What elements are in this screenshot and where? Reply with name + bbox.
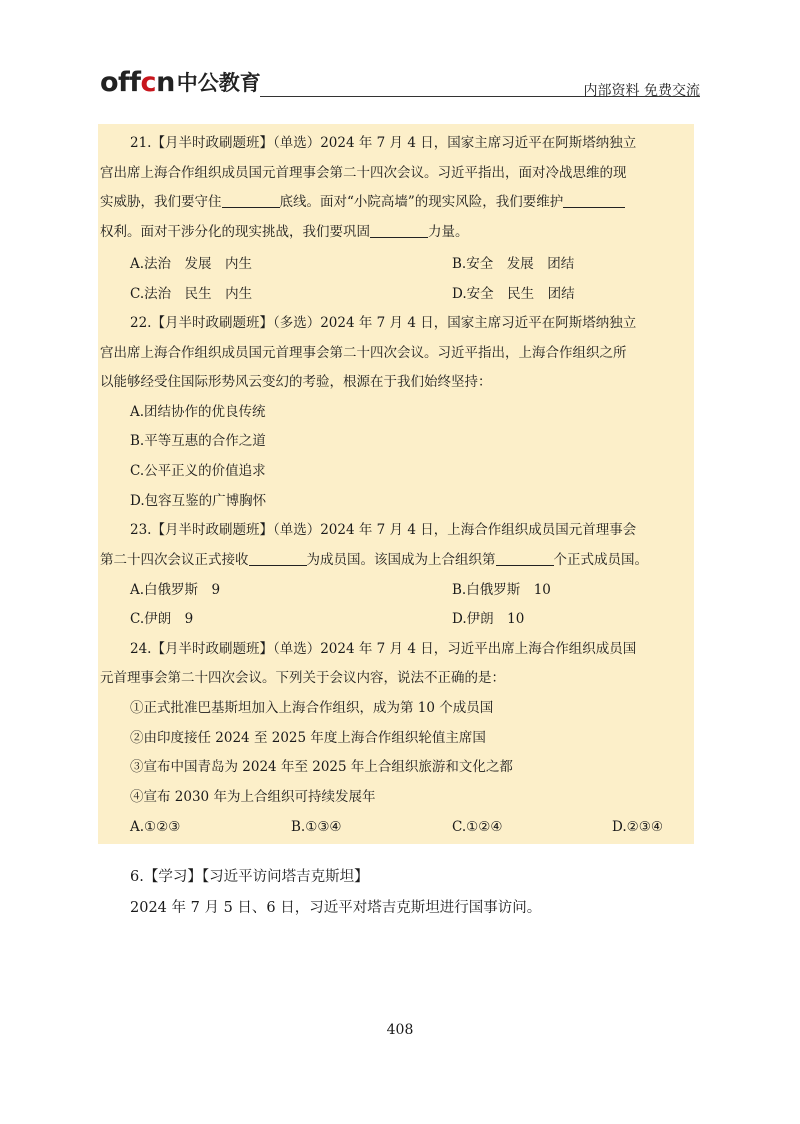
q22-option-d[interactable]: D.包容互鉴的广博胸怀: [130, 493, 267, 509]
logo-chinese-name: 中公教育: [176, 71, 261, 95]
section-body: 2024 年 7 月 5 日、6 日，习近平对塔吉克斯坦进行国事访问。: [130, 900, 542, 916]
q21-option-b[interactable]: B.安全 发展 团结: [452, 256, 575, 272]
q21-line-4: 权利。面对干涉分化的现实挑战，我们要巩固 力量。: [100, 224, 469, 240]
answer-blank: [222, 192, 280, 208]
q22-line-1: 22.【月半时政刷题班】（多选）2024 年 7 月 4 日，国家主席习近平在阿斯塔纳独立: [130, 315, 637, 331]
q22-option-c[interactable]: C.公平正义的价值追求: [130, 463, 266, 479]
section-heading: 6.【学习】【习近平访问塔吉克斯坦】: [130, 869, 369, 885]
q21-options-row-1: [100, 250, 700, 280]
q22-line-3: 以能够经受住国际形势风云变幻的考验，根源在于我们始终坚持：: [100, 374, 492, 390]
q24-option-d[interactable]: D.②③④: [612, 819, 663, 835]
q24-line-2: 元首理事会第二十四次会议。下列关于会议内容，说法不正确的是：: [100, 670, 505, 686]
q24-statement-3: ③宣布中国青岛为 2024 年至 2025 年上合组织旅游和文化之都: [130, 759, 513, 775]
q23-line-1: 23.【月半时政刷题班】（单选）2024 年 7 月 4 日，上海合作组织成员国元首理事会: [130, 522, 637, 538]
q21-options-row-2: [100, 280, 700, 310]
q23-options-row-1: [100, 576, 700, 606]
q22-option-a[interactable]: A.团结协作的优良传统: [130, 404, 266, 420]
page-number: 408: [386, 1022, 414, 1038]
offcn-logo: [100, 64, 261, 98]
q24-option-b[interactable]: B.①③④: [291, 819, 342, 835]
answer-blank: [249, 550, 307, 566]
q21-line-2: 宫出席上海合作组织成员国元首理事会第二十四次会议。习近平指出，面对冷战思维的现: [100, 165, 627, 181]
q23-line-2: 第二十四次会议正式接收 为成员国。该国成为上合组织第 个正式成员国。: [100, 552, 648, 568]
q24-options-row: [100, 813, 700, 843]
q24-line-1: 24.【月半时政刷题班】（单选）2024 年 7 月 4 日，习近平出席上海合作组织成员国: [130, 641, 637, 657]
q22-option-b[interactable]: B.平等互惠的合作之道: [130, 433, 266, 449]
q21-option-c[interactable]: C.法治 民生 内生: [130, 286, 253, 302]
q23-options-row-2: [100, 605, 700, 635]
answer-blank: [563, 192, 625, 208]
q21-line-3: 实威胁，我们要守住 底线。面对“小院高墙”的现实风险，我们要维护: [100, 188, 700, 218]
logo-wordmark: offcn: [100, 67, 175, 98]
q23-option-c[interactable]: C.伊朗 9: [130, 611, 194, 627]
q21-line-1: 21.【月半时政刷题班】（单选）2024 年 7 月 4 日，国家主席习近平在阿斯塔纳独立: [130, 135, 637, 151]
q24-statement-4: ④宣布 2030 年为上合组织可持续发展年: [130, 789, 376, 805]
header-tagline: 内部资料 免费交流: [583, 83, 700, 99]
q24-option-a[interactable]: A.①②③: [130, 819, 181, 835]
answer-blank: [496, 550, 554, 566]
answer-blank: [370, 222, 428, 238]
q22-line-2: 宫出席上海合作组织成员国元首理事会第二十四次会议。习近平指出，上海合作组织之所: [100, 345, 627, 361]
q21-option-d[interactable]: D.安全 民生 团结: [452, 286, 575, 302]
q24-statement-1: ①正式批准巴基斯坦加入上海合作组织，成为第 10 个成员国: [130, 700, 494, 716]
q23-option-a[interactable]: A.白俄罗斯 9: [130, 582, 221, 598]
q21-option-a[interactable]: A.法治 发展 内生: [130, 256, 253, 272]
q23-option-d[interactable]: D.伊朗 10: [452, 611, 525, 627]
q23-option-b[interactable]: B.白俄罗斯 10: [452, 582, 551, 598]
q24-statement-2: ②由印度接任 2024 至 2025 年度上海合作组织轮值主席国: [130, 730, 486, 746]
q24-option-c[interactable]: C.①②④: [452, 819, 503, 835]
page-header: [100, 62, 700, 102]
